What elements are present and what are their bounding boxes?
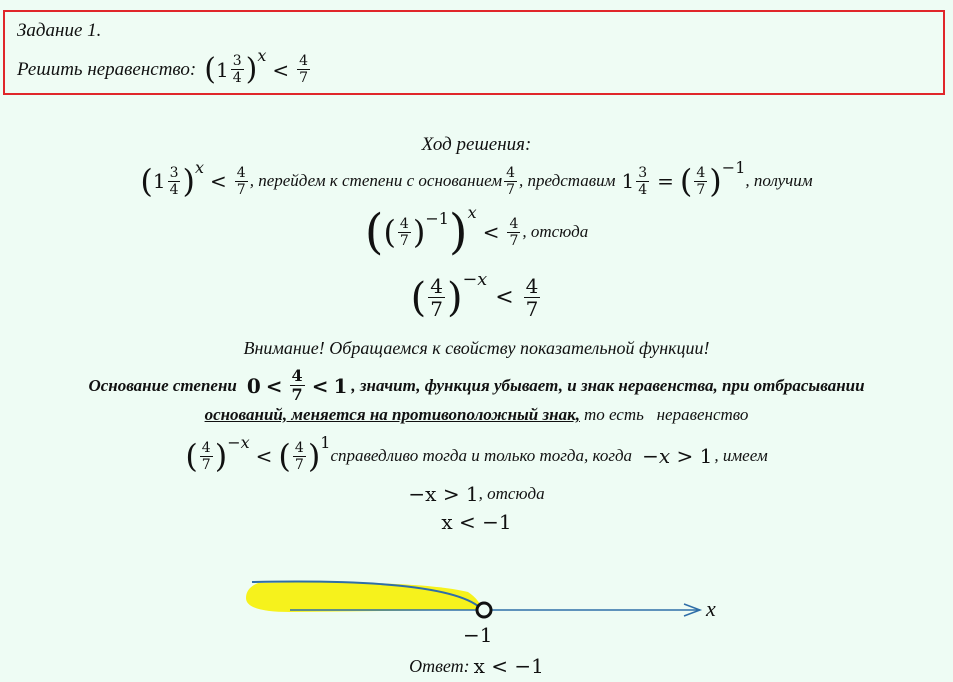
property-line-2: оснований, меняется на противоположный знак, то есть неравенство [204,405,749,424]
task-inequality: ( 1 $\frac{3}{4}$ ) $^x$ < $\frac{4}{7}$ [204,46,309,87]
open-point-icon [477,603,491,617]
task-prompt: Решить неравенство: [17,58,197,80]
solution-shading [246,582,482,612]
warning-text: Внимание! Обращаемся к свойству показательной функции! [243,338,710,358]
task-heading: Задание 1. [17,20,102,41]
solution-line-3: ( $\frac{4}{7}$ ) $^{-x}$ < $\frac{4}{7}$ [410,269,539,321]
solution-line-1: ( 1 $\frac{3}{4}$ ) $^x$ < $\frac{4}{7}$ , перейдем к степени с основанием $\frac{4}{7}$ , представим 1 $\frac{3}{4}$ = ( $\frac{4}{7}$ ) $^{-1}$ , получим [140,157,813,200]
solution-title: Ход решения: [421,134,532,155]
axis-label: x [706,596,716,621]
property-line-1: Основание степени 0 < $\frac{4}{7}$ < 1 , значит, функция убывает, и знак неравенства, при отбрасывании [88,366,865,404]
result-line: x < −1 [441,510,512,534]
answer-value: x < −1 [473,654,544,678]
step-line: −x > 1 , отсюда [408,482,545,506]
equivalence-line: ( $\frac{4}{7}$ ) $^{-x}$ < ( $\frac{4}{7}$ ) $^1$ справедливо тогда и только тогда, когда −x > 1 , имеем [185,432,768,475]
point-label: −1 [463,623,493,647]
solution-line-2: ( ( $\frac{4}{7}$ ) $^{-1}$ ) $^x$ < $\frac{4}{7}$ , отсюда [364,202,589,260]
answer-label: Ответ: [409,655,470,676]
answer-line [0,654,953,678]
